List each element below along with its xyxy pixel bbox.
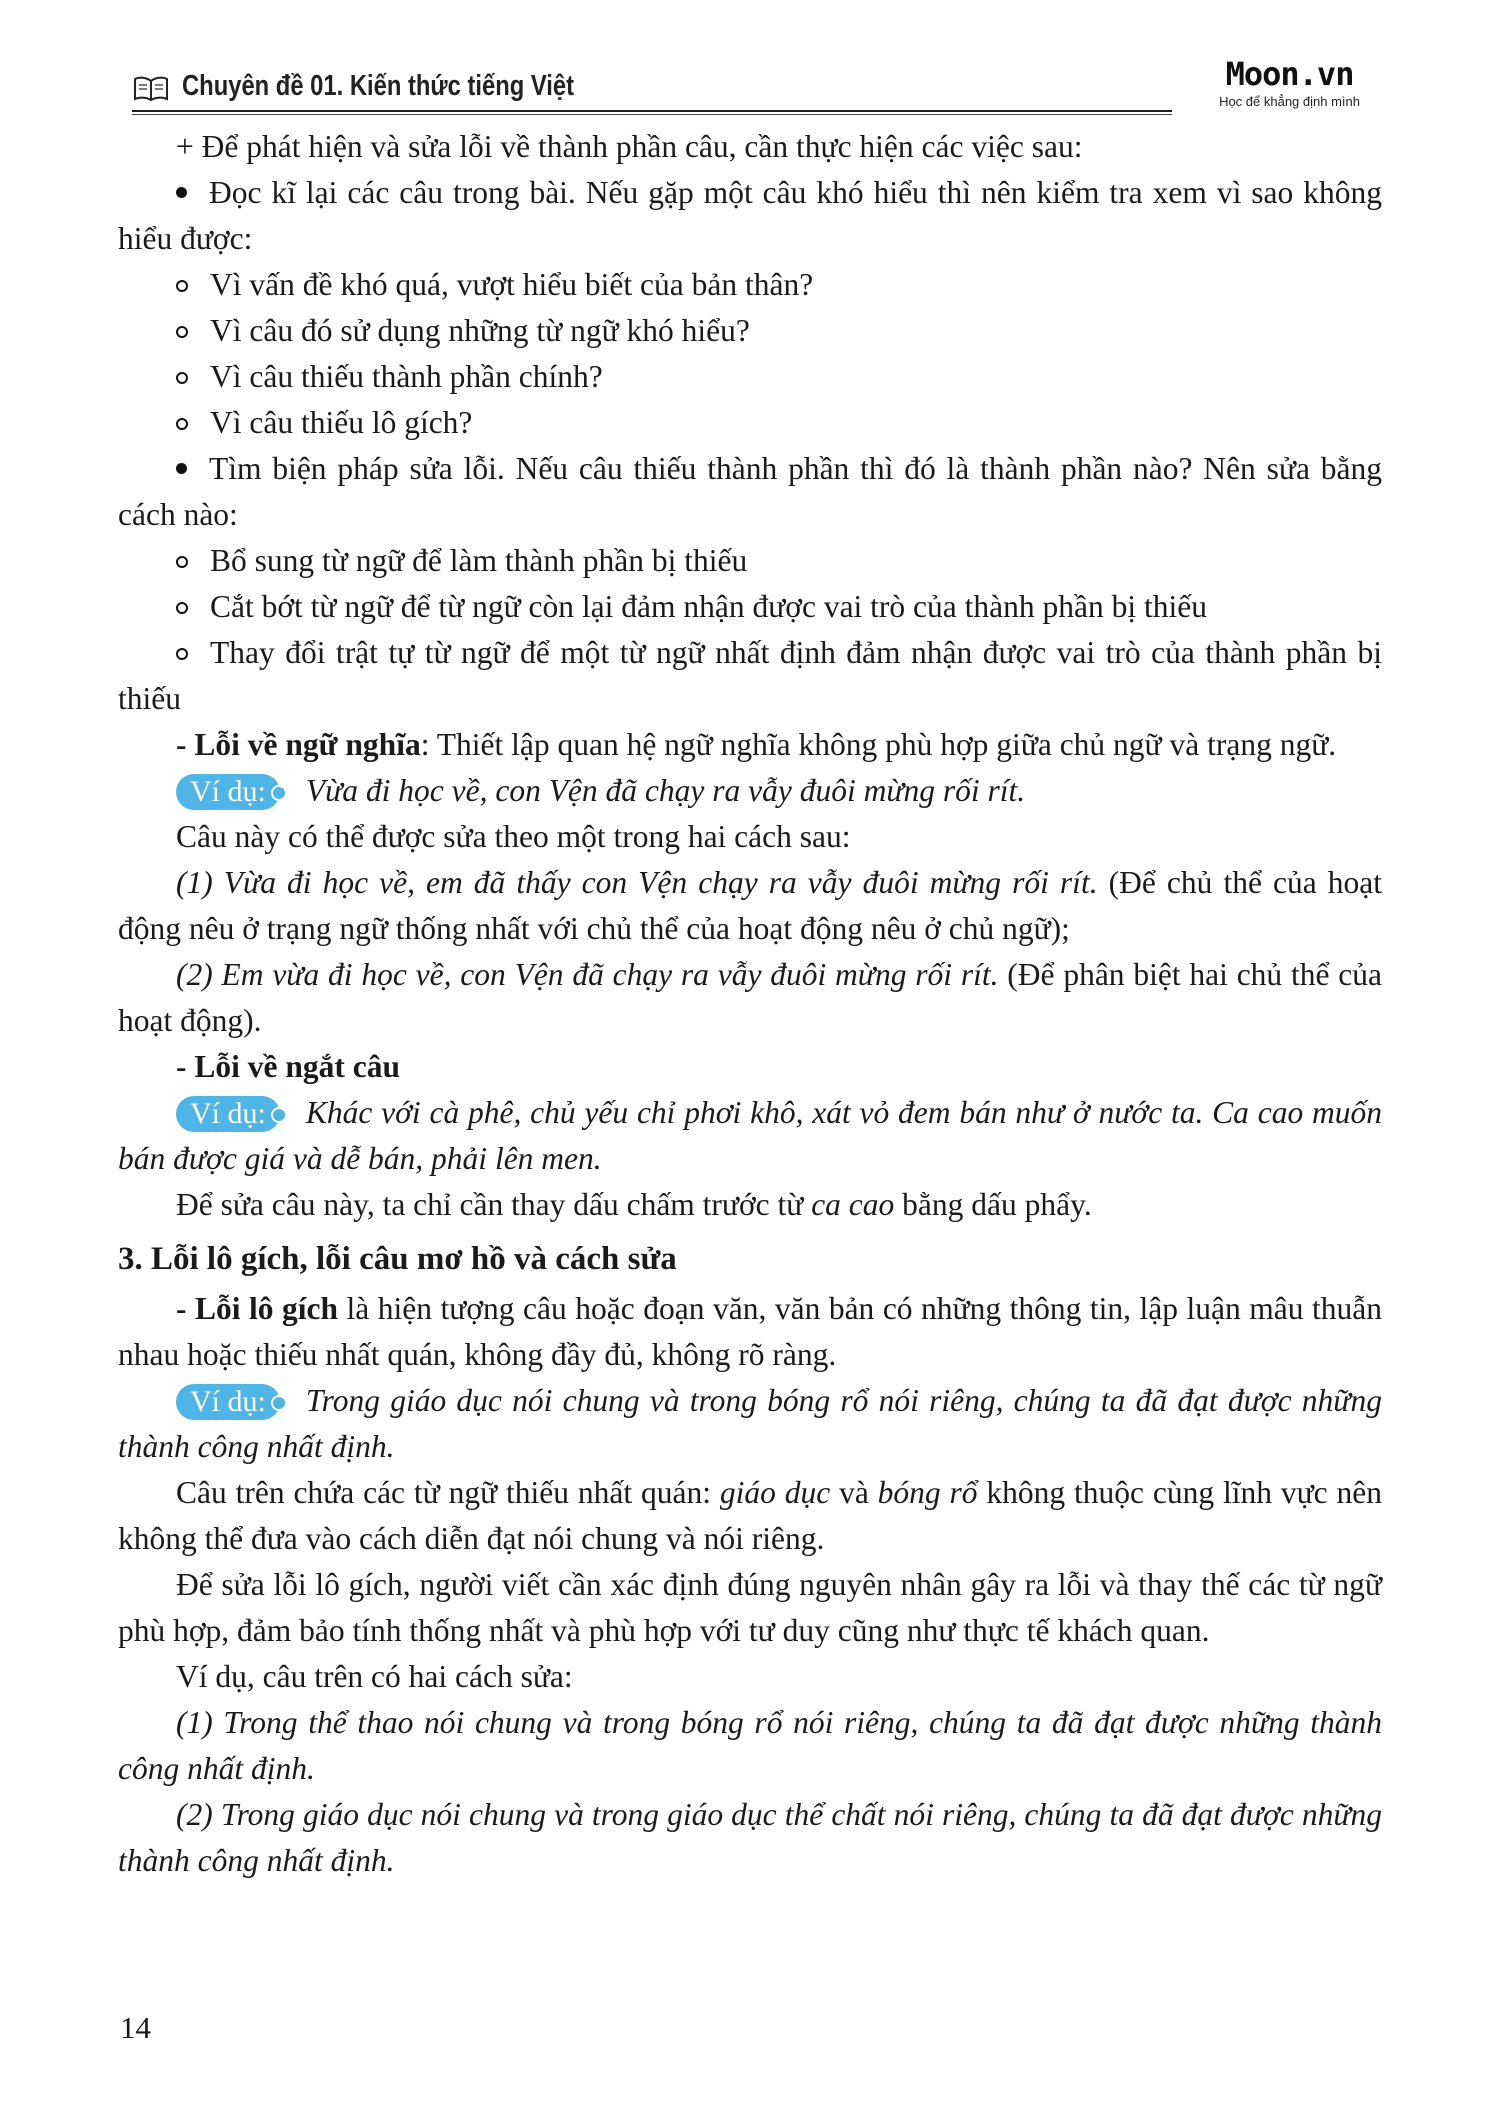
paragraph-break-error: - Lỗi về ngắt câu xyxy=(176,1049,400,1084)
paragraph: Câu này có thể được sửa theo một trong hai cách sau: xyxy=(176,819,851,854)
header-rule-thin xyxy=(132,114,1172,115)
paragraph: Để sửa câu này, ta chỉ cần thay dấu chấm trước từ ca cao bằng dấu phẩy. xyxy=(176,1187,1092,1222)
paragraph: Để sửa lỗi lô gích, người viết cần xác định đúng nguyên nhân gây ra lỗi và thay thế các từ ngữ phù hợp, đảm bảo tính thống nhất và phù hợp với tư duy cũng như thực tế khách quan. xyxy=(118,1567,1382,1648)
bullet-icon xyxy=(176,187,187,198)
circle-bullet-icon xyxy=(176,556,188,568)
book-icon xyxy=(134,76,168,102)
page-header xyxy=(132,54,1172,114)
brand-logo xyxy=(1219,56,1360,109)
paragraph-logic-error: - Lỗi lô gích là hiện tượng câu hoặc đoạn văn, văn bản có những thông tin, lập luận mâu thuẫn nhau hoặc thiếu nhất quán, không đầy đủ, không rõ ràng. xyxy=(118,1291,1382,1372)
paragraph: (2) Trong giáo dục nói chung và trong giáo dục thể chất nói riêng, chúng ta đã đạt được những thành công nhất định. xyxy=(118,1797,1382,1878)
paragraph: + Để phát hiện và sửa lỗi về thành phần câu, cần thực hiện các việc sau: xyxy=(176,129,1083,164)
example: Ví dụ: Trong giáo dục nói chung và trong bóng rổ nói riêng, chúng ta đã đạt được những thành công nhất định. xyxy=(118,1383,1382,1464)
sub-bullet-item: Vì câu thiếu lô gích? xyxy=(118,400,1382,446)
example: Ví dụ: Khác với cà phê, chủ yếu chỉ phơi khô, xát vỏ đem bán như ở nước ta. Ca cao muốn bán được giá và dễ bán, phải lên men. xyxy=(118,1095,1382,1176)
sub-bullet-item: Cắt bớt từ ngữ để từ ngữ còn lại đảm nhận được vai trò của thành phần bị thiếu xyxy=(118,584,1382,630)
circle-bullet-icon xyxy=(176,602,188,614)
header-rule xyxy=(132,110,1172,112)
paragraph: (1) Vừa đi học về, em đã thấy con Vện chạy ra vẫy đuôi mừng rối rít. (Để chủ thể của hoạt động nêu ở trạng ngữ thống nhất với chủ thể của hoạt động nêu ở chủ ngữ); xyxy=(118,865,1382,946)
example-badge: Ví dụ: xyxy=(176,1096,280,1132)
section-heading: 3. Lỗi lô gích, lỗi câu mơ hồ và cách sửa xyxy=(118,1241,677,1277)
brand-slogan: Học để khẳng định mình xyxy=(1219,94,1360,109)
page-content xyxy=(118,124,1382,1884)
circle-bullet-icon xyxy=(176,372,188,384)
circle-bullet-icon xyxy=(176,326,188,338)
paragraph: Câu trên chứa các từ ngữ thiếu nhất quán: giáo dục và bóng rổ không thuộc cùng lĩnh vực nên không thể đưa vào cách diễn đạt nói chung và nói riêng. xyxy=(118,1475,1382,1556)
example-badge: Ví dụ: xyxy=(176,774,280,810)
bullet-icon xyxy=(176,463,187,474)
circle-bullet-icon xyxy=(176,280,188,292)
paragraph: Ví dụ, câu trên có hai cách sửa: xyxy=(176,1659,573,1694)
circle-bullet-icon xyxy=(176,418,188,430)
bullet-item: Tìm biện pháp sửa lỗi. Nếu câu thiếu thành phần thì đó là thành phần nào? Nên sửa bằng cách nào: xyxy=(118,451,1382,532)
page-number: 14 xyxy=(120,2010,151,2045)
chapter-title: Chuyên đề 01. Kiến thức tiếng Việt xyxy=(182,70,575,102)
circle-bullet-icon xyxy=(176,648,188,660)
example-badge: Ví dụ: xyxy=(176,1384,280,1420)
sub-bullet-item: Thay đổi trật tự từ ngữ để một từ ngữ nhất định đảm nhận được vai trò của thành phần bị thiếu xyxy=(118,635,1382,716)
example: Ví dụ: Vừa đi học về, con Vện đã chạy ra vẫy đuôi mừng rối rít. xyxy=(118,768,1382,814)
bullet-item: Đọc kĩ lại các câu trong bài. Nếu gặp một câu khó hiểu thì nên kiểm tra xem vì sao không hiểu được: xyxy=(118,175,1382,256)
sub-bullet-item: Vì câu thiếu thành phần chính? xyxy=(118,354,1382,400)
brand-name: Moon.vn xyxy=(1225,55,1354,93)
paragraph: (2) Em vừa đi học về, con Vện đã chạy ra vẫy đuôi mừng rối rít. (Để phân biệt hai chủ thể của hoạt động). xyxy=(118,957,1382,1038)
sub-bullet-item: Vì câu đó sử dụng những từ ngữ khó hiểu? xyxy=(118,308,1382,354)
sub-bullet-item: Vì vấn đề khó quá, vượt hiểu biết của bản thân? xyxy=(118,262,1382,308)
sub-bullet-item: Bổ sung từ ngữ để làm thành phần bị thiếu xyxy=(118,538,1382,584)
paragraph-semantic-error: - Lỗi về ngữ nghĩa: Thiết lập quan hệ ngữ nghĩa không phù hợp giữa chủ ngữ và trạng ngữ. xyxy=(176,727,1337,762)
paragraph: (1) Trong thể thao nói chung và trong bóng rổ nói riêng, chúng ta đã đạt được những thành công nhất định. xyxy=(118,1705,1382,1786)
